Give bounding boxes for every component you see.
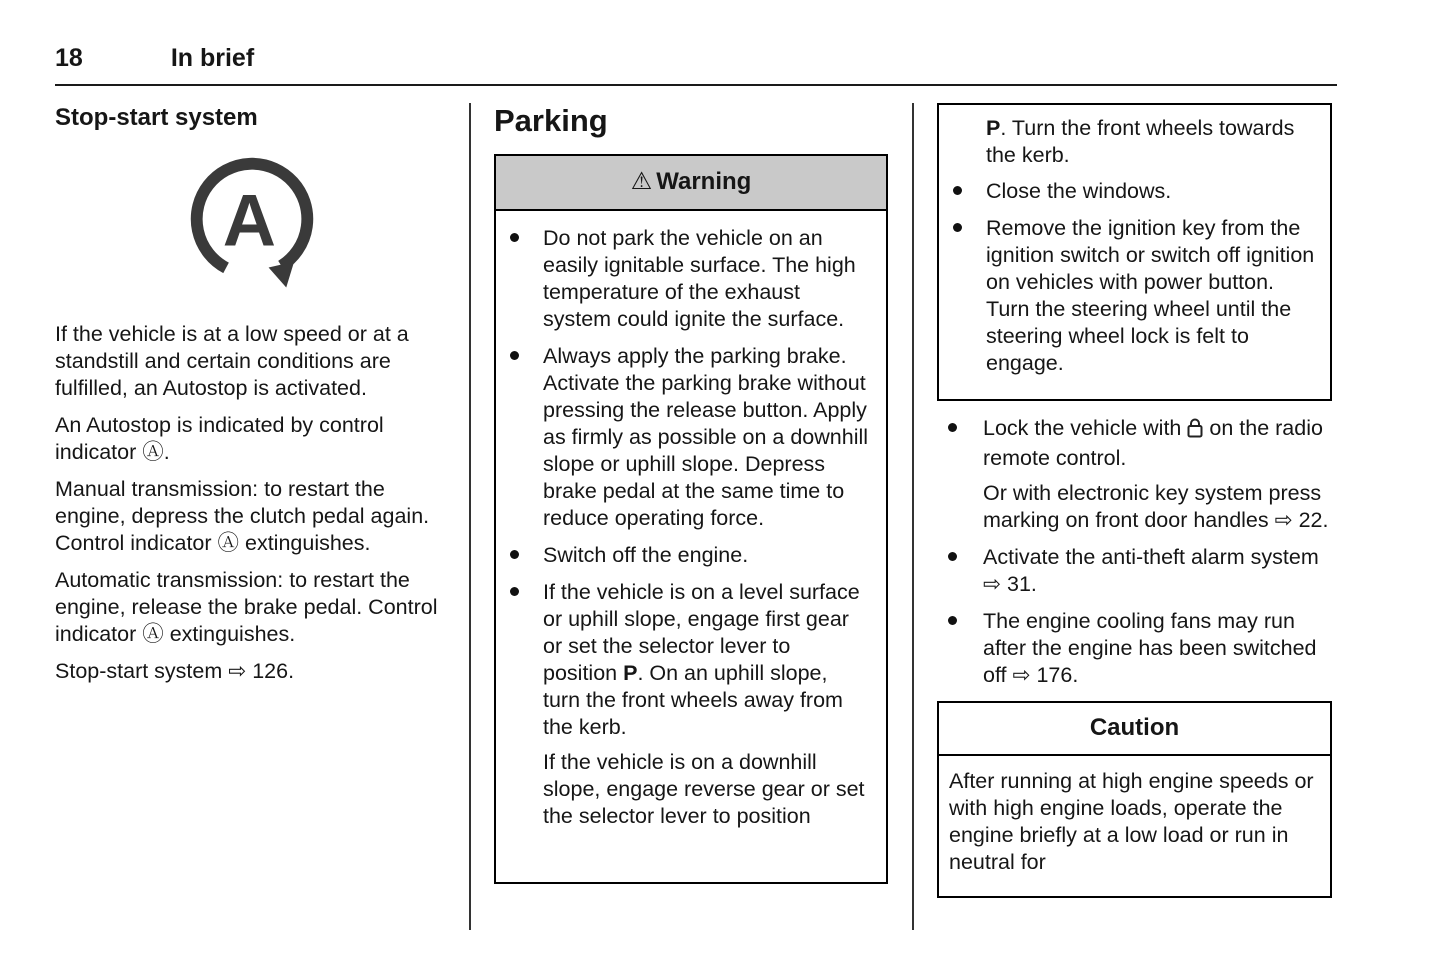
bullet-level-post: . On an uphill slope, turn the front wheels away from the kerb. xyxy=(543,661,843,739)
electronic-key-sub-paragraph: Or with electronic key system press marking on front door handles ⇨ 22. xyxy=(983,481,1329,532)
manual-transmission-para: Manual transmission: to restart the engine, depress the clutch pedal again. Control indicator Ⓐ extinguishes. xyxy=(55,477,430,555)
autostop-circle-arrow-icon xyxy=(173,145,331,297)
autostop-arrowhead-icon xyxy=(269,262,295,288)
parking-heading: Parking xyxy=(494,103,608,138)
bullet-lock-vehicle xyxy=(937,415,1332,534)
caution-title: Caution xyxy=(939,703,1330,756)
bullet-downhill-continuation: If the vehicle is on a downhill slope, engage reverse gear or set the selector lever to position xyxy=(543,750,865,828)
bullet-anti-theft-alarm: Activate the anti-theft alarm system ⇨ 31. xyxy=(937,544,1332,598)
bullet-switch-off-engine: Switch off the engine. xyxy=(506,542,870,569)
after-warning-list xyxy=(937,415,1332,689)
warning-box-body xyxy=(496,211,886,850)
bullet-level-surface xyxy=(506,579,870,830)
autostop-intro-para: If the vehicle is at a low speed or at a standstill and certain conditions are fulfilled, an Autostop is activated. xyxy=(55,322,409,400)
gear-position-p-bold-cont: P xyxy=(986,116,1001,140)
caution-body: After running at high engine speeds or with high engine loads, operate the engine briefly at a low load or run in neutral for xyxy=(949,769,1314,874)
bullet-close-windows: Close the windows. xyxy=(949,178,1316,205)
bullet-no-park: Do not park the vehicle on an easily ignitable surface. The high temperature of the exhaust system could ignite the surface. xyxy=(506,225,870,333)
warning-box xyxy=(494,154,888,884)
column-right xyxy=(914,103,1445,898)
gear-position-p-bold: P xyxy=(623,661,638,685)
bullet-level-pre: If the vehicle is on a level surface or uphill slope, engage first gear or set the selector lever to position xyxy=(543,580,860,685)
lock-text-post: on the radio remote control. xyxy=(983,416,1323,470)
warning-continuation-rest: . Turn the front wheels towards the kerb. xyxy=(986,116,1295,167)
page-header xyxy=(55,0,1337,86)
lock-text-pre: Lock the vehicle with xyxy=(983,416,1182,440)
lock-vehicle-text xyxy=(983,415,1332,472)
bullet-cooling-fans: The engine cooling fans may run after the engine has been switched off ⇨ 176. xyxy=(937,608,1332,689)
stop-start-page-reference: Stop-start system ⇨ 126. xyxy=(55,659,295,683)
column-parking xyxy=(471,103,912,884)
page-number: 18 xyxy=(55,44,83,72)
chapter-title: In brief xyxy=(170,44,255,72)
warning-bullet-list xyxy=(506,225,870,830)
content-columns xyxy=(0,103,1445,930)
bullet-level-surface-text xyxy=(543,579,870,741)
column-stop-start xyxy=(0,103,469,695)
automatic-transmission-para: Automatic transmission: to restart the engine, release the brake pedal. Control indicator Ⓐ extinguishes. xyxy=(55,568,438,646)
warning-continued-bullet-list xyxy=(949,178,1316,377)
autostop-indicator-figure xyxy=(55,145,449,297)
warning-title: Warning xyxy=(656,168,752,195)
warning-continuation-text xyxy=(949,115,1316,169)
caution-box xyxy=(937,701,1332,898)
stop-start-heading: Stop-start system xyxy=(55,104,258,131)
warning-box-continued xyxy=(937,103,1332,401)
bullet-parking-brake: Always apply the parking brake. Activate the parking brake without pressing the release button. Apply as firmly as possible on a downhill slope or uphill slope. Depress brake pedal at the same time to reduce operating force. xyxy=(506,343,870,532)
warning-box-header xyxy=(496,156,886,211)
autostop-letter: A xyxy=(222,178,276,262)
warning-triangle-icon: ⚠ xyxy=(630,168,653,195)
autostop-indicator-para: An Autostop is indicated by control indicator Ⓐ. xyxy=(55,413,384,464)
lock-icon xyxy=(1187,417,1203,445)
bullet-remove-ignition-key: Remove the ignition key from the ignition switch or switch off ignition on vehicles with power button. Turn the steering wheel until the steering wheel lock is felt to engage. xyxy=(949,215,1316,377)
